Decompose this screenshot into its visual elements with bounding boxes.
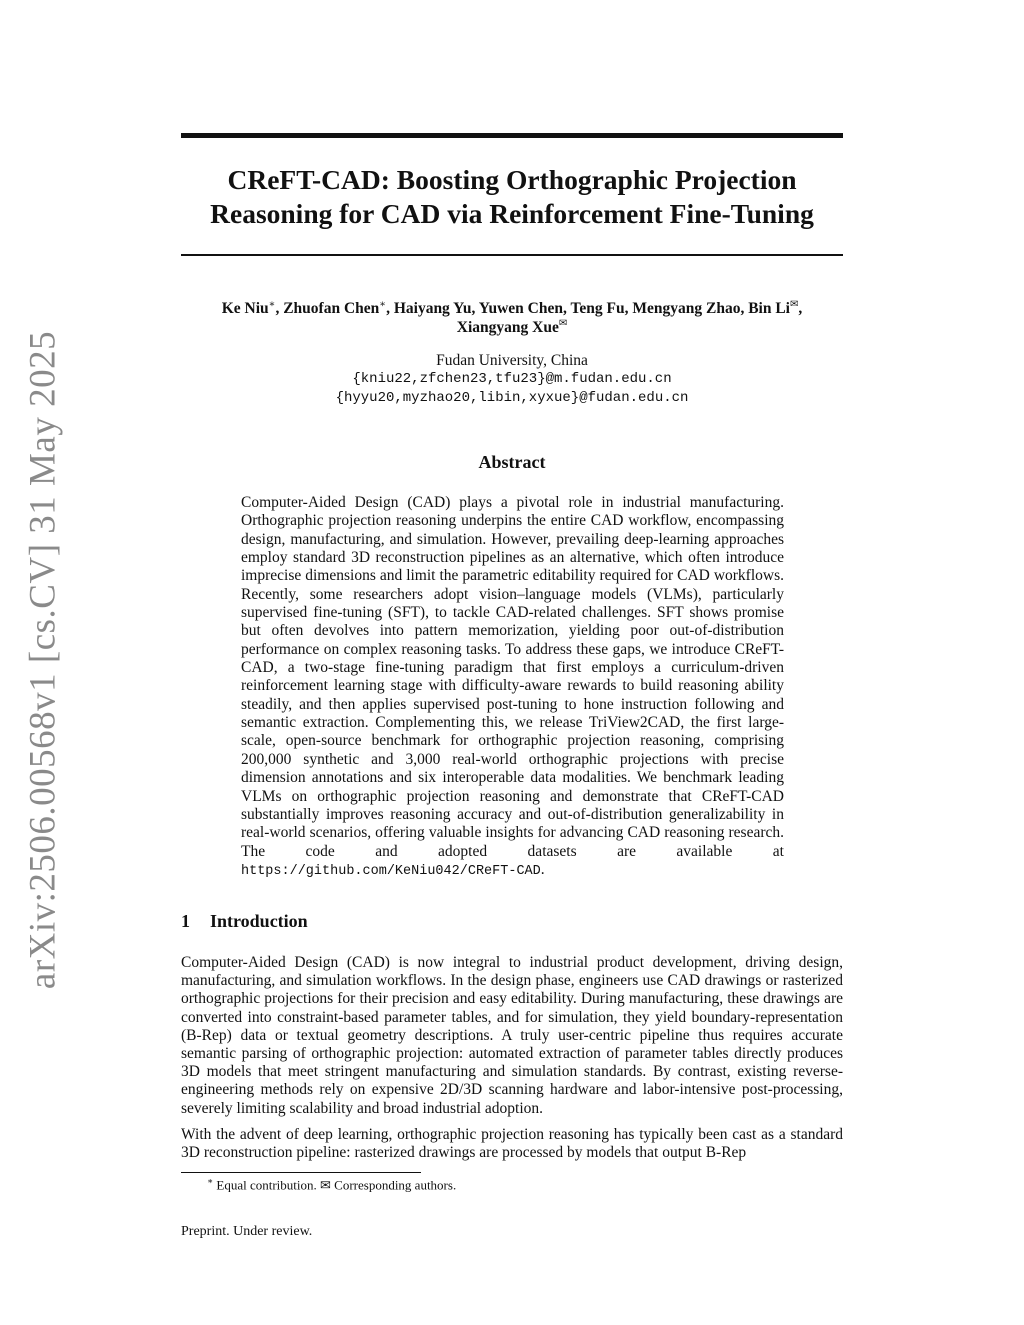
author-name: Ke Niu — [221, 300, 269, 317]
author-line-2 — [181, 318, 843, 337]
envelope-icon: ✉ — [790, 298, 799, 310]
abstract-body — [241, 494, 784, 881]
abstract-text: Computer-Aided Design (CAD) plays a pivotal role in industrial manufacturing. Orthographic projection reasoning underpins the entire CAD workflow, encompassing design, manufacturing, and simulation. However, prevailing deep-learning approaches employ standard 3D reconstruction pipelines as an alternative, which often introduce imprecise dimensions and limit the parametric editability required for CAD workflows. Recently, some researchers adopt vision–language models (VLMs), particularly supervised fine-tuning (SFT), to tackle CAD-related challenges. SFT shows promise but often devolves into pattern memorization, yielding poor out-of-distribution performance on complex reasoning tasks. To address these gaps, we introduce CReFT-CAD, a two-stage fine-tuning paradigm that first employs a curriculum-driven reinforcement learning stage with difficulty-aware rewards to build reasoning ability steadily, and then applies supervised post-tuning to hone instruction following and semantic extraction. Complementing this, we release TriView2CAD, the first large-scale, open-source benchmark for orthographic projection reasoning, comprising 200,000 synthetic and 3,000 real-world orthographic projections with precise dimension annotations and six interoperable data modalities. We benchmark leading VLMs on orthographic projection reasoning and demonstrate that CReFT-CAD substantially improves reasoning accuracy and out-of-distribution generalizability in real-world scenarios, offering valuable insights for advancing CAD reasoning research. The code and adopted datasets are available at — [241, 494, 784, 860]
email-line-1: {kniu22,zfchen23,tfu23}@m.fudan.edu.cn — [352, 371, 672, 387]
title-line-2: Reasoning for CAD via Reinforcement Fine-Tuning — [210, 198, 814, 229]
footnote-text-2: Corresponding authors. — [334, 1177, 457, 1193]
author-list — [181, 299, 843, 337]
footnote-rule — [181, 1172, 421, 1173]
section-title: Introduction — [210, 911, 308, 931]
section-heading — [181, 911, 308, 932]
title-top-rule — [181, 133, 843, 138]
intro-paragraph-1: Computer-Aided Design (CAD) is now integral to industrial product development, driving design, manufacturing, and simulation workflows. In the design phase, engineers use CAD drawings or rasterized orthographic projections for their precision and easy editability. During manufacturing, these drawings are converted into constraint-based parameter tables, and for simulation, they yield boundary-representation (B-Rep) data or textual geometry descriptions. A truly user-centric pipeline thus requires accurate semantic parsing of orthographic projection: automated extraction of parameter tables directly produces 3D models that meet stringent manufacturing and simulation standards. By contrast, existing reverse-engineering methods rely on expensive 2D/3D scanning hardware and labor-intensive post-processing, severely limiting scalability and broad industrial adoption. — [181, 954, 843, 1117]
author-line-1: Ke Niu∗, Zhuofan Chen∗, Haiyang Yu, Yuwen Chen, Teng Fu, Mengyang Zhao, Bin Li✉, — [221, 298, 803, 317]
author-name: Yuwen Chen — [478, 300, 563, 317]
equal-contribution-mark: ∗ — [268, 298, 276, 310]
abstract-period: . — [540, 860, 545, 878]
equal-contribution-mark: ∗ — [379, 298, 387, 310]
arxiv-identifier-stamp: arXiv:2506.00568v1 [cs.CV] 31 May 2025 — [22, 330, 64, 990]
envelope-icon: ✉ — [558, 317, 568, 329]
author-name: Haiyang Yu — [393, 300, 472, 317]
footnote — [207, 1176, 456, 1193]
affiliation-block — [181, 351, 843, 408]
author-name: Bin Li — [748, 300, 790, 317]
abstract-heading: Abstract — [478, 452, 546, 472]
author-name: Zhuofan Chen — [283, 300, 380, 317]
author-name: Teng Fu — [570, 300, 625, 317]
footnote-asterisk: ∗ — [207, 1176, 214, 1186]
page-footer: Preprint. Under review. — [181, 1224, 313, 1239]
title-bottom-rule — [181, 254, 843, 256]
paper-title — [181, 163, 843, 231]
intro-paragraph-2: With the advent of deep learning, orthographic projection reasoning has typically been cast as a standard 3D reconstruction pipeline: rasterized drawings are processed by models that output B-Rep — [181, 1126, 843, 1162]
footnote-text-1: Equal contribution. — [216, 1177, 317, 1193]
section-number: 1 — [181, 911, 190, 931]
author-name: Xiangyang Xue — [456, 319, 559, 336]
author-name: Mengyang Zhao — [632, 300, 741, 317]
email-line-2: {hyyu20,myzhao20,libin,xyxue}@fudan.edu.cn — [335, 390, 689, 406]
institution: Fudan University, China — [436, 352, 588, 369]
envelope-icon: ✉ — [320, 1177, 331, 1193]
code-repository-link[interactable]: https://github.com/KeNiu042/CReFT-CAD — [241, 863, 541, 879]
title-line-1: CReFT-CAD: Boosting Orthographic Projection — [227, 164, 797, 195]
